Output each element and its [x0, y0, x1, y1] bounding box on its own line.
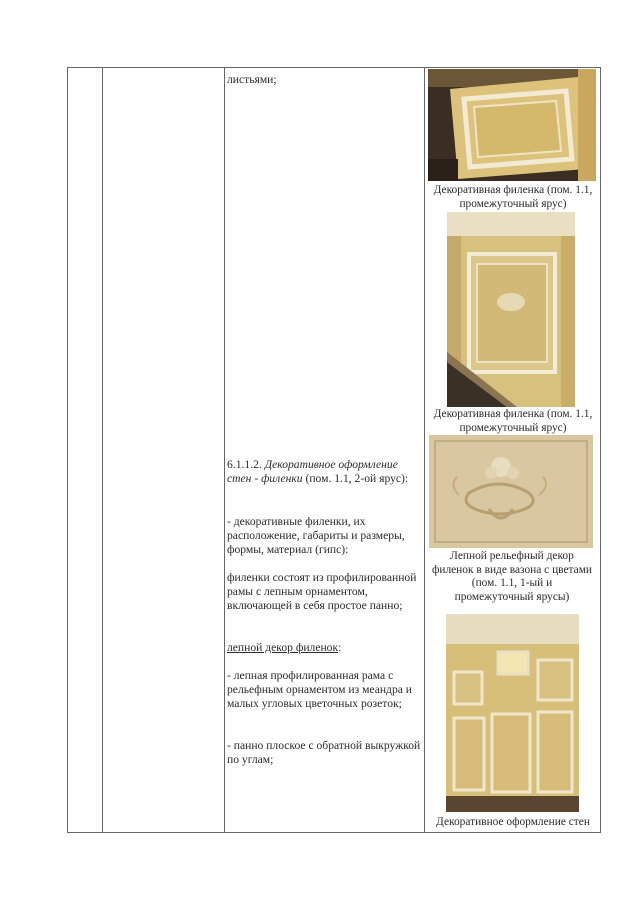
stucco-heading-underlined: лепной декор филенок: [227, 641, 339, 654]
item-panel-flat: - панно плоское с обратной выкружкой по углам;: [227, 739, 421, 766]
section-heading: [227, 458, 422, 486]
photo-2-caption: Декоративная филенка (пом. 1.1, промежуточный ярус): [433, 408, 593, 434]
column-divider-1: [102, 67, 103, 833]
item-panels-description: - декоративные филенки, их расположение, габариты и размеры, формы, материал (гипс):: [227, 515, 405, 556]
leaves-fragment: листьями;: [227, 73, 277, 86]
decorative-panel-photo-2: [447, 212, 575, 407]
item-stucco-heading: [227, 641, 422, 655]
table-bottom-border: [67, 832, 601, 833]
section-number: 6.1.1.2.: [227, 458, 262, 471]
section-title: Декоративное оформление стен - филенки: [227, 458, 398, 485]
photo-3-caption: Лепной рельефный декор филенок в виде вазона с цветами (пом. 1.1, 1-ый и промежуточный ярусы): [431, 550, 593, 603]
document-table: [67, 67, 601, 833]
photo-4-caption: Декоративное оформление стен: [436, 816, 590, 828]
table-top-border: [67, 67, 601, 68]
photo-1-caption: Декоративная филенка (пом. 1.1, промежуточный ярус): [433, 184, 593, 210]
column-divider-2: [224, 67, 225, 833]
column-divider-3: [424, 67, 425, 833]
table-right-border: [600, 67, 601, 833]
section-title-tail: (пом. 1.1, 2-ой ярус):: [305, 472, 409, 485]
table-left-border: [67, 67, 68, 833]
stucco-heading-colon: :: [338, 641, 342, 654]
item-panels-composition: филенки состоят из профилированной рамы с лепным орнаментом, включающей в себя простое панно;: [227, 571, 417, 612]
item-frame-description: - лепная профилированная рама с рельефным орнаментом из меандра и малых угловых цветочных розеток;: [227, 669, 413, 710]
vase-relief-photo: [429, 435, 593, 548]
stairwell-walls-photo: [446, 614, 579, 812]
decorative-panel-photo: [428, 69, 596, 181]
